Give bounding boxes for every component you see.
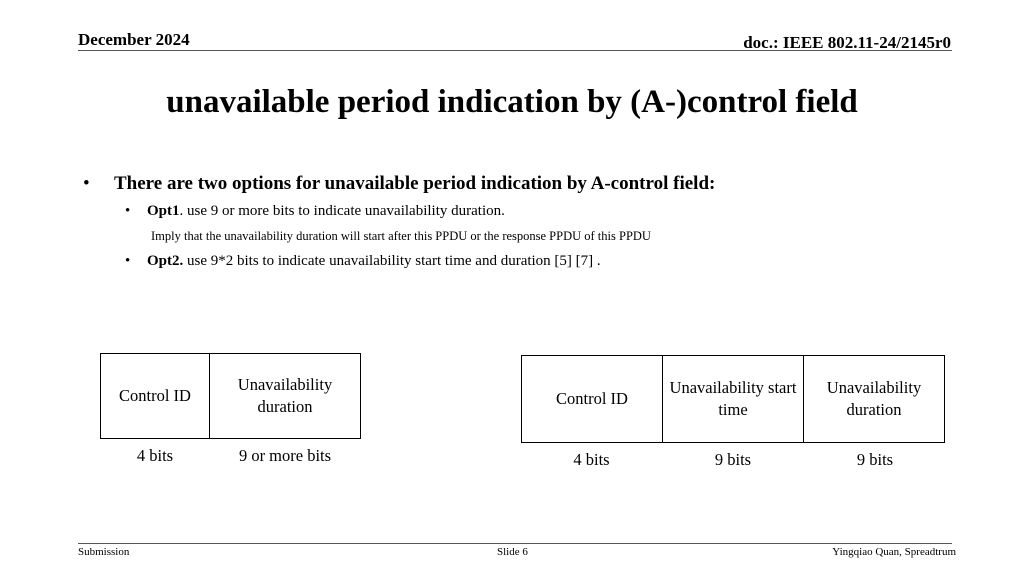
opt1-note: Imply that the unavailability duration will start after this PPDU or the response PPDU of this PPDU — [151, 229, 651, 243]
option1-field-duration: Unavailability duration — [210, 354, 361, 439]
option2-size-start-time: 9 bits — [714, 450, 752, 469]
option2-field-duration: Unavailability duration — [804, 356, 945, 443]
footer-slide-number: Slide 6 — [497, 546, 528, 558]
option1-field-control-id: Control ID — [101, 354, 210, 439]
option2-field-start-time: Unavailability start time — [663, 356, 804, 443]
option2-field-control-id: Control ID — [522, 356, 663, 443]
footer-divider — [78, 543, 952, 544]
bullet-dot: • — [125, 253, 131, 269]
option1-size-control-id: 4 bits — [136, 446, 174, 465]
slide-title: unavailable period indication by (A-)control field — [166, 84, 858, 120]
bullet-dot: • — [83, 173, 90, 194]
option1-size-duration: 9 or more bits — [238, 446, 332, 465]
header-doc-id: doc.: IEEE 802.11-24/2145r0 — [743, 33, 951, 52]
option2-size-control-id: 4 bits — [573, 450, 610, 469]
bullet-dot: • — [125, 203, 131, 219]
opt2-label: Opt2. — [147, 253, 184, 269]
option1-frame-table — [100, 353, 361, 439]
header-divider — [78, 50, 952, 51]
opt2-text: use 9*2 bits to indicate unavailability start time and duration [5] [7] . — [183, 253, 601, 269]
opt1-label: Opt1 — [147, 203, 180, 219]
main-bullet-text: There are two options for unavailable period indication by A-control field: — [114, 173, 716, 194]
option2-frame-table — [521, 355, 945, 443]
opt1-text: . use 9 or more bits to indicate unavailability duration. — [179, 203, 505, 219]
header-date: December 2024 — [78, 30, 190, 49]
footer-submission: Submission — [78, 546, 130, 558]
option2-size-duration: 9 bits — [856, 450, 894, 469]
footer-author: Yingqiao Quan, Spreadtrum — [832, 546, 956, 558]
